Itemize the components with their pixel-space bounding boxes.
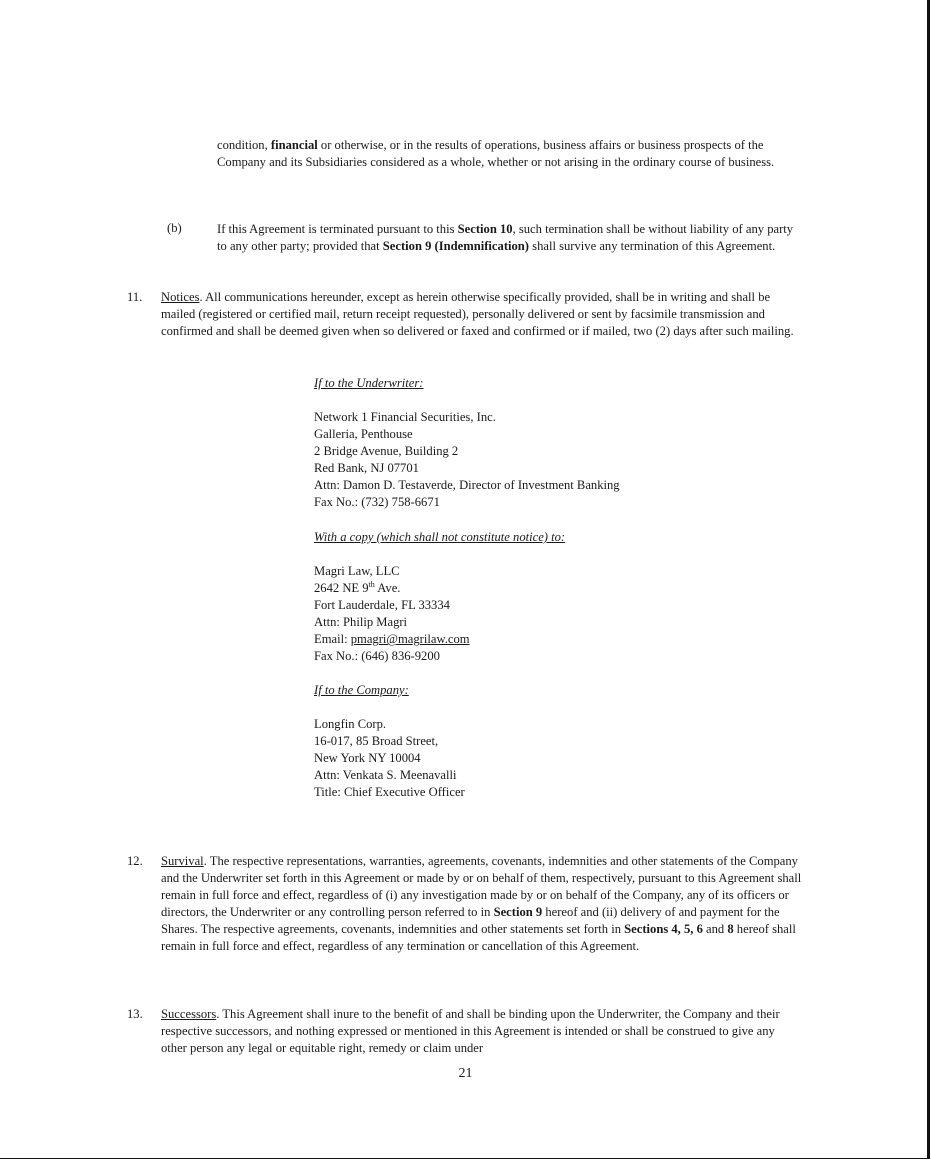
company-address-block: [314, 716, 465, 801]
continuation-paragraph: [217, 137, 797, 171]
page-number: 21: [458, 1066, 473, 1081]
item-b-section-ref: Section 10: [457, 222, 513, 236]
address-line: Fax No.: (646) 836-9200: [314, 649, 440, 664]
address-line: 2642 NE 9th Ave.: [314, 579, 401, 596]
underwriter-address-block: [314, 409, 620, 512]
address-line: Galleria, Penthouse: [314, 427, 413, 442]
continuation-text-2: or otherwise, or in the results of operations, business affairs or business prospects of the Company and its Subsidiaries considered as a whole, whether or not arising in the ordinary course of business.: [217, 138, 775, 169]
section-11-text: . All communications hereunder, except as herein otherwise specifically provided, shall be in writing and shall be mailed (registered or certified mail, return receipt requested), personally delivered or sent by facsimile transmission and confirmed and shall be deemed given when so delivered or faxed and confirmed or if mailed, two (2) days after such mailing.: [161, 290, 794, 338]
address-line: 2 Bridge Avenue, Building 2: [314, 444, 459, 459]
address-line: Red Bank, NJ 07701: [314, 461, 419, 476]
address-line: Attn: Damon D. Testaverde, Director of Investment Banking: [314, 478, 620, 493]
company-heading: If to the Company:: [314, 683, 409, 697]
section-13-number: 13.: [127, 1007, 143, 1021]
address-line: Title: Chief Executive Officer: [314, 785, 465, 800]
continuation-text: condition,: [217, 138, 271, 152]
section-11-number: 11.: [127, 290, 143, 304]
section-12-paragraph: Survival. The respective representations, warranties, agreements, covenants, indemnities and other statements of the Company and the Underwriter set forth in this Agreement or made by or on behalf of them, respectively, pursuant to this Agreement shall remain in full force and effect, regardless of (i) any investigation made by or on behalf of the Company, any of its officers or directors, the Underwriter or any controlling person referred to in Section 9 hereof and (ii) delivery of and payment for the Shares. The respective agreements, covenants, indemnities and other statements set forth in Sections 4, 5, 6 and 8 hereof shall remain in full force and effect, regardless of any termination or cancellation of this Agreement.: [161, 854, 802, 953]
address-line: Attn: Venkata S. Meenavalli: [314, 768, 457, 783]
section-12-number: 12.: [127, 854, 143, 868]
section-12-text: . The respective representations, warranties, agreements, covenants, indemnities and other statements of the Company and the Underwriter set forth in this Agreement or made by or on behalf of them, respectively, pursuant to this Agreement shall remain in full force and effect, regardless of (i) any investigation made by or on behalf of the Company, any of its officers or directors, the Underwriter or any controlling person referred to in: [161, 854, 802, 919]
address-line: Magri Law, LLC: [314, 564, 400, 578]
item-b-text: If this Agreement is terminated pursuant to this: [217, 222, 458, 236]
item-b-text-3: shall survive any termination of this Agreement.: [529, 239, 776, 253]
address-line: Fort Lauderdale, FL 33334: [314, 598, 450, 613]
item-b-text-2: , such termination shall be without liability of any party to any other party; provided that: [217, 222, 794, 253]
address-line: New York NY 10004: [314, 751, 421, 766]
address-line: Fax No.: (732) 758-6671: [314, 495, 440, 510]
item-b-indemnification-ref: Section 9 (Indemnification): [382, 239, 530, 253]
section-12-heading: Survival: [161, 854, 204, 868]
section-13-heading: Successors: [161, 1007, 217, 1021]
address-line: 16-017, 85 Broad Street,: [314, 734, 439, 749]
copy-to-heading: With a copy (which shall not constitute notice) to:: [314, 530, 566, 544]
email-link[interactable]: pmagri@magrilaw.com: [350, 632, 470, 647]
section-11-heading: Notices: [161, 290, 200, 304]
address-line: Longfin Corp.: [314, 717, 387, 731]
address-line: Email: pmagri@magrilaw.com: [314, 632, 470, 647]
continuation-bold: financial: [270, 138, 318, 152]
address-line: Network 1 Financial Securities, Inc.: [314, 410, 496, 424]
section-11-paragraph: [161, 289, 801, 340]
copy-to-address-block: [314, 563, 470, 666]
section-13-paragraph: [161, 1006, 803, 1057]
item-b-paragraph: [217, 221, 797, 255]
section-13-text: . This Agreement shall inure to the benefit of and shall be binding upon the Underwriter, the Company and their respective successors, and nothing expressed or mentioned in this Agreement is intended or shall be construed to give any other person any legal or equitable right, remedy or claim under: [161, 1007, 780, 1055]
item-b-label: (b): [167, 221, 182, 235]
address-line: Attn: Philip Magri: [314, 615, 408, 630]
underwriter-heading: If to the Underwriter:: [314, 376, 424, 390]
